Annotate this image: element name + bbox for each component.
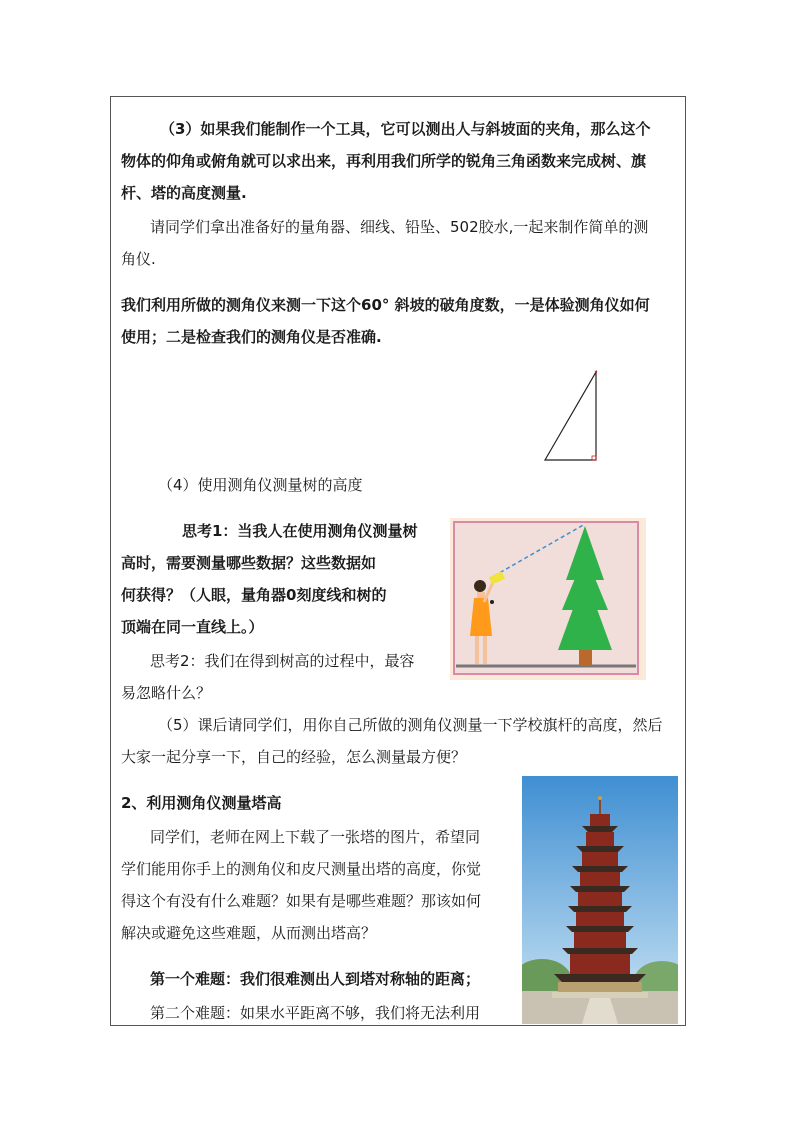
p3-line1: （3）如果我们能制作一个工具，它可以测出人与斜坡面的夹角，那么这个 [160, 120, 651, 138]
p4-heading: （4）使用测角仪测量树的高度 [158, 476, 363, 494]
difficulty-2: 第二个难题：如果水平距离不够，我们将无法利用 [150, 1004, 481, 1022]
p5-line1: （5）课后请同学们，用你自己所做的测角仪测量一下学校旗杆的高度，然后 [158, 716, 663, 734]
p5-line2: 大家一起分享一下，自己的经验，怎么测量最方便？ [121, 748, 467, 766]
tower-line4: 解决或避免这些难题，从而测出塔高？ [121, 924, 377, 942]
think1-line1: 思考1：当我人在使用测角仪测量树 [182, 522, 418, 540]
pagoda-photo [522, 776, 678, 1024]
think1-line3: 何获得？（人眼，量角器0刻度线和树的 [121, 586, 387, 604]
think1-line4: 顶端在同一直线上。） [121, 618, 264, 636]
slope-line1: 我们利用所做的测角仪来测一下这个60° 斜坡的破角度数，一是体验测角仪如何 [121, 296, 650, 314]
p3-line3: 杆、塔的高度测量. [121, 184, 247, 202]
difficulty-1: 第一个难题：我们很难测出人到塔对称轴的距离； [150, 970, 481, 988]
think2-line2: 易忽略什么？ [121, 684, 212, 702]
think2-line1: 思考2：我们在得到树高的过程中，最容 [150, 652, 415, 670]
triangle-figure [540, 368, 602, 464]
tower-line1: 同学们，老师在网上下载了一张塔的图片，希望同 [150, 828, 481, 846]
intro-line1: 请同学们拿出准备好的量角器、细线、铅坠、502胶水,一起来制作简单的测 [150, 218, 649, 236]
tree-measure-image [450, 518, 646, 680]
think1-line2: 高时，需要测量哪些数据？这些数据如 [121, 554, 377, 572]
tower-line3: 得这个有没有什么难题？如果有是哪些难题？那该如何 [121, 892, 482, 910]
p3-line2: 物体的仰角或俯角就可以求出来，再利用我们所学的锐角三角函数来完成树、旗 [121, 152, 647, 170]
intro-line2: 角仪. [121, 250, 156, 268]
tower-line2: 学们能用你手上的测角仪和皮尺测量出塔的高度，你觉 [121, 860, 482, 878]
slope-line2: 使用；二是检查我们的测角仪是否准确. [121, 328, 382, 346]
section-2-title: 2、利用测角仪测量塔高 [121, 794, 282, 812]
